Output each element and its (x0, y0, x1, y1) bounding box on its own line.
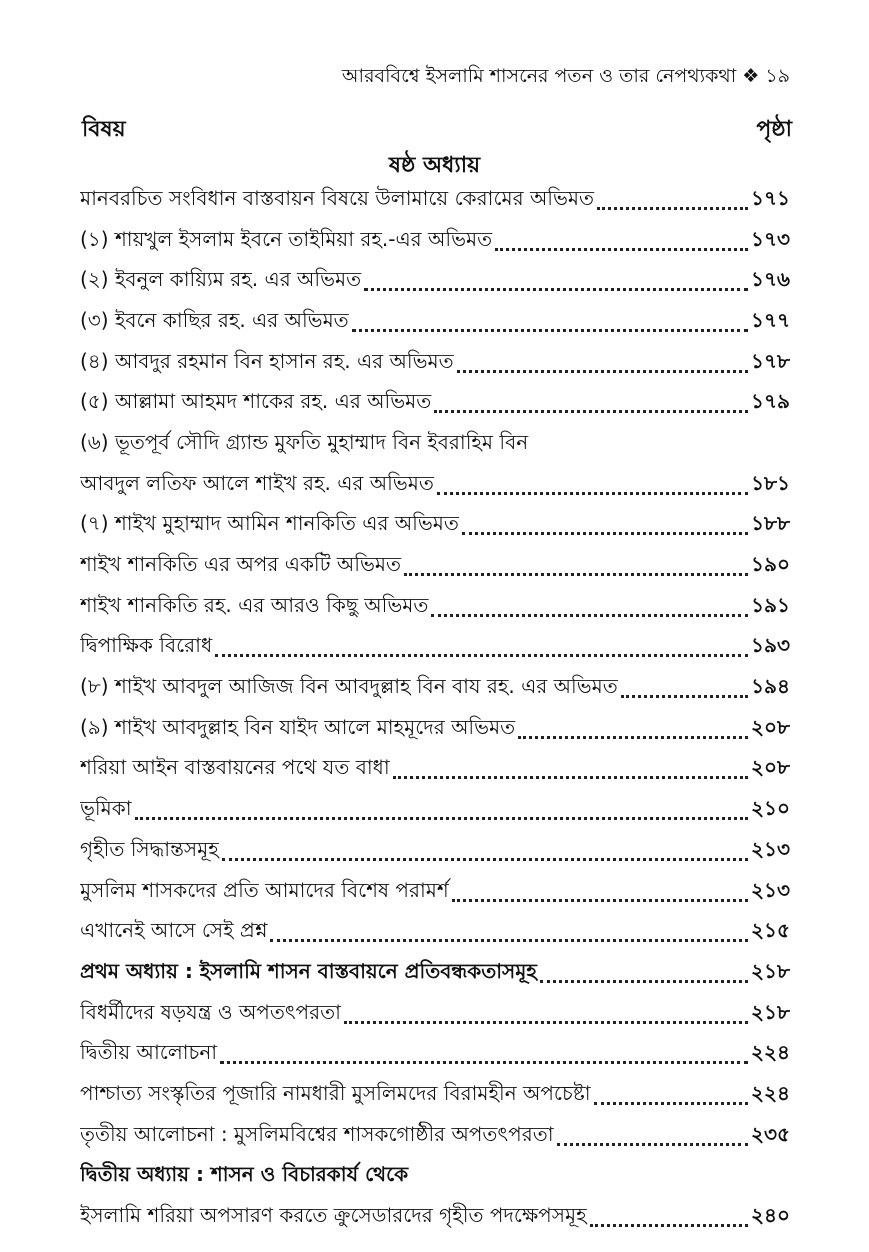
toc-entry (80, 221, 790, 262)
toc-entry-title: শাইখ শানকিতি এর অপর একটি অভিমত (80, 552, 401, 577)
dot-leader (215, 654, 748, 657)
toc-entry-title: (৬) ভূতপূর্ব সৌদি গ্র্যান্ড মুফতি মুহাম্মাদ বিন ইবরাহিম বিন (80, 429, 529, 454)
toc-entry (80, 424, 790, 465)
toc-entry-title: দ্বিতীয় অধ্যায় : শাসন ও বিচারকার্য থেকে (80, 1162, 409, 1187)
toc-entry (80, 1075, 790, 1116)
toc-entry-page: ১৮১ (751, 470, 790, 495)
toc-entry (80, 994, 790, 1035)
dot-leader (364, 288, 748, 291)
toc-entry-title: মুসলিম শাসকদের প্রতি আমাদের বিশেষ পরামর্শ (80, 877, 449, 902)
dot-leader (590, 1224, 748, 1227)
toc-entry-page: ২৩৫ (751, 1121, 790, 1146)
toc-entry-title: (৮) শাইখ আবদুল আজিজ বিন আবদুল্লাহ বিন বায রহ. এর অভিমত (80, 674, 618, 699)
toc-entry (80, 465, 790, 506)
toc-entry-page: ১৭৮ (751, 348, 790, 373)
toc-entry-title: (১) শায়খুল ইসলাম ইবনে তাইমিয়া রহ.-এর অভিমত (80, 226, 493, 251)
toc-entry (80, 1034, 790, 1075)
dot-leader (557, 1143, 748, 1146)
toc-entry (80, 790, 790, 831)
toc-entry (80, 587, 790, 628)
toc-entry-page: ১৭৬ (751, 267, 790, 292)
toc-entry (80, 750, 790, 791)
page-label: পৃষ্ঠা (756, 117, 792, 142)
toc-entry (80, 546, 790, 587)
dot-leader (431, 614, 748, 617)
toc-entry-title: শরিয়া আইন বাস্তবায়নের পথে যত বাধা (80, 755, 390, 780)
toc-entry (80, 180, 790, 221)
toc-entry (80, 261, 790, 302)
toc-entry-page: ১৭১ (751, 185, 790, 210)
dot-leader (222, 858, 748, 861)
toc-entry-title: এখানেই আসে সেই প্রশ্ন (80, 918, 268, 943)
dot-leader (597, 207, 748, 210)
toc-entry-title: (৪) আবদুর রহমান বিন হাসান রহ. এর অভিমত (80, 348, 454, 373)
toc-entry-page: ১৭৭ (751, 307, 790, 332)
dot-leader (495, 248, 748, 251)
toc-entry (80, 383, 790, 424)
toc-entry-page: ২১৫ (751, 918, 790, 943)
toc-entry-page: ১৮৮ (751, 511, 790, 536)
toc-entry-page: ১৭৩ (751, 226, 790, 251)
toc-entry-title: গৃহীত সিদ্ধান্তসমূহ (80, 836, 219, 861)
toc-entry-page: ১৯১ (751, 592, 790, 617)
toc-entry (80, 709, 790, 750)
dot-leader (462, 532, 748, 535)
toc-entry-title: (৭) শাইখ মুহাম্মাদ আমিন শানকিতি এর অভিমত (80, 511, 459, 536)
toc-entry (80, 953, 790, 994)
toc-entry-page: ২০৮ (751, 755, 790, 780)
toc-entry-page: ২১৮ (751, 958, 790, 983)
toc-entry-title: দ্বিতীয় আলোচনা (80, 1040, 218, 1065)
running-header: আরববিশ্বে ইসলামি শাসনের পতন ও তার নেপথ্যকথা ❖ ১৯ (341, 65, 790, 87)
toc-entry-page: ২১৩ (751, 836, 790, 861)
dot-leader (437, 492, 748, 495)
dot-leader (404, 573, 748, 576)
dot-leader (540, 980, 748, 983)
toc-entry-page: ১৯৪ (751, 674, 790, 699)
toc-entry-page: ২১৩ (751, 877, 790, 902)
dot-leader (594, 1102, 748, 1105)
toc-entry (80, 912, 790, 953)
table-of-contents (80, 180, 790, 1238)
toc-entry-page: ১৭৯ (751, 389, 790, 414)
toc-entry-title: (৫) আল্লামা আহমদ শাকের রহ. এর অভিমত (80, 389, 432, 414)
toc-entry-title: শাইখ শানকিতি রহ. এর আরও কিছু অভিমত (80, 592, 429, 617)
toc-entry-title: প্রথম অধ্যায় : ইসলামি শাসন বাস্তবায়নে প্রতিবন্ধকতাসমূহ (80, 958, 537, 983)
toc-entry-title: ইসলামি শরিয়া অপসারণ করতে ক্রুসেডারদের গৃহীত পদক্ষেপসমূহ (80, 1203, 587, 1228)
toc-entry-page: ২১০ (751, 796, 790, 821)
dot-leader (135, 817, 748, 820)
toc-entry-page: ১৯৩ (751, 633, 790, 658)
toc-entry-title: (২) ইবনুল কায়্যিম রহ. এর অভিমত (80, 267, 362, 292)
toc-entry (80, 1157, 790, 1198)
toc-entry-title: মানবরচিত সংবিধান বাস্তবায়ন বিষয়ে উলামায়ে কেরামের অভিমত (80, 185, 595, 210)
toc-entry-title: পাশ্চাত্য সংস্কৃতির পূজারি নামধারী মুসলিমদের বিরামহীন অপচেষ্টা (80, 1080, 591, 1105)
dot-leader (518, 736, 748, 739)
subject-label: বিষয় (82, 117, 126, 142)
toc-entry-title: তৃতীয় আলোচনা : মুসলিমবিশ্বের শাসকগোষ্ঠীর অপতৎপরতা (80, 1121, 554, 1146)
toc-entry-title: (৯) শাইখ আবদুল্লাহ বিন যাইদ আলে মাহমূদের অভিমত (80, 714, 516, 739)
toc-entry-page: ২২৪ (751, 1080, 790, 1105)
toc-entry-page: ২৪০ (751, 1203, 790, 1228)
toc-entry-page: ২২৪ (751, 1040, 790, 1065)
toc-entry (80, 343, 790, 384)
toc-entry-title: (৩) ইবনে কাছির রহ. এর অভিমত (80, 307, 349, 332)
toc-entry-page: ২০৮ (751, 714, 790, 739)
toc-entry-page: ২১৮ (751, 999, 790, 1024)
toc-entry-page: ১৯০ (751, 552, 790, 577)
dot-leader (434, 410, 748, 413)
dot-leader (270, 939, 748, 942)
toc-entry (80, 872, 790, 913)
dot-leader (621, 695, 748, 698)
chapter-title: ষষ্ঠ অধ্যায় (388, 153, 481, 178)
toc-entry (80, 1197, 790, 1238)
toc-entry (80, 668, 790, 709)
dot-leader (457, 370, 748, 373)
dot-leader (393, 776, 748, 779)
dot-leader (352, 329, 748, 332)
column-labels (82, 112, 792, 149)
toc-entry-title: দ্বিপাক্ষিক বিরোধ (80, 633, 213, 658)
toc-entry (80, 302, 790, 343)
toc-entry (80, 1116, 790, 1157)
toc-entry (80, 506, 790, 547)
toc-entry (80, 628, 790, 669)
toc-entry-title: আবদুল লতিফ আলে শাইখ রহ. এর অভিমত (80, 470, 434, 495)
dot-leader (452, 899, 748, 902)
dot-leader (220, 1061, 748, 1064)
toc-entry-title: ভূমিকা (80, 796, 132, 821)
dot-leader (344, 1021, 748, 1024)
toc-entry (80, 831, 790, 872)
toc-entry-title: বিধর্মীদের ষড়যন্ত্র ও অপতৎপরতা (80, 999, 341, 1024)
